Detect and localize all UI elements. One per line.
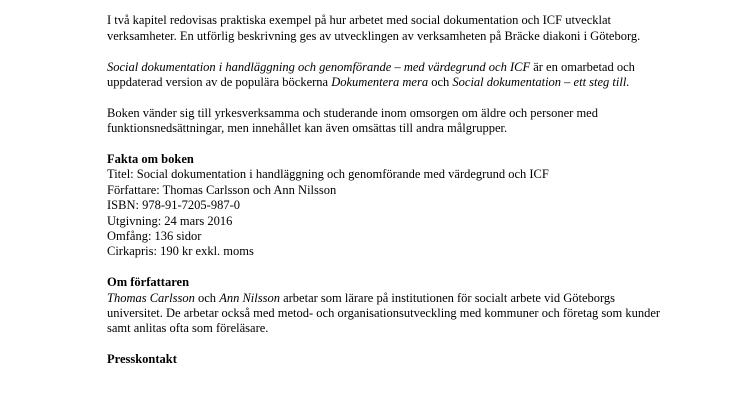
paragraph-revision: Social dokumentation i handläggning och genomförande – med värdegrund och ICF är en omarbetad och uppdaterad version av de populära böckerna Dokumentera mera och Social dokumentation – ett steg till. [107,59,635,89]
author-name-1: Thomas Carlsson [107,290,195,305]
authors-paragraph: Thomas Carlsson och Ann Nilsson arbetar som lärare på institutionen för socialt arbete vid Göteborgs universitet. De arbetar också med metod- och organisationsutveckling med kommuner och företag som kunder samt anlitas ofta som föreläsare. [107,290,661,336]
facts-heading: Fakta om boken [107,152,194,166]
fact-authors: Författare: Thomas Carlsson och Ann Nilsson [107,182,337,197]
fact-price: Cirkapris: 190 kr exkl. moms [107,244,254,259]
fact-release: Utgivning: 24 mars 2016 [107,213,233,228]
fact-title: Titel: Social dokumentation i handläggning och genomförande med värdegrund och ICF [107,167,549,182]
document-page [107,0,667,368]
paragraph-examples: I två kapitel redovisas praktiska exempel på hur arbetet med social dokumentation och ICF utvecklat verksamheter. En utförlig beskrivning ges av utvecklingen av verksamheten på Bräcke diakoni i Göteborg. [107,13,641,43]
fact-pages: Omfång: 136 sidor [107,229,202,244]
book-title: Social dokumentation i handläggning och genomförande – med värdegrund och ICF [107,59,531,74]
press-heading: Presskontakt [107,352,177,367]
authors-heading: Om författaren [107,275,190,290]
fact-isbn: ISBN: 978-91-7205-987-0 [107,198,240,213]
author-name-2: Ann Nilsson [219,290,280,305]
paragraph-audience: Boken vänder sig till yrkesverksamma och studerande inom omsorgen om äldre och personer med funktionsnedsättningar, men innehållet kan även omsättas till andra målgrupper. [107,105,598,136]
book-title-dokumentera: Dokumentera mera [331,75,429,89]
book-title-social: Social dokumentation – ett steg till. [452,75,630,89]
